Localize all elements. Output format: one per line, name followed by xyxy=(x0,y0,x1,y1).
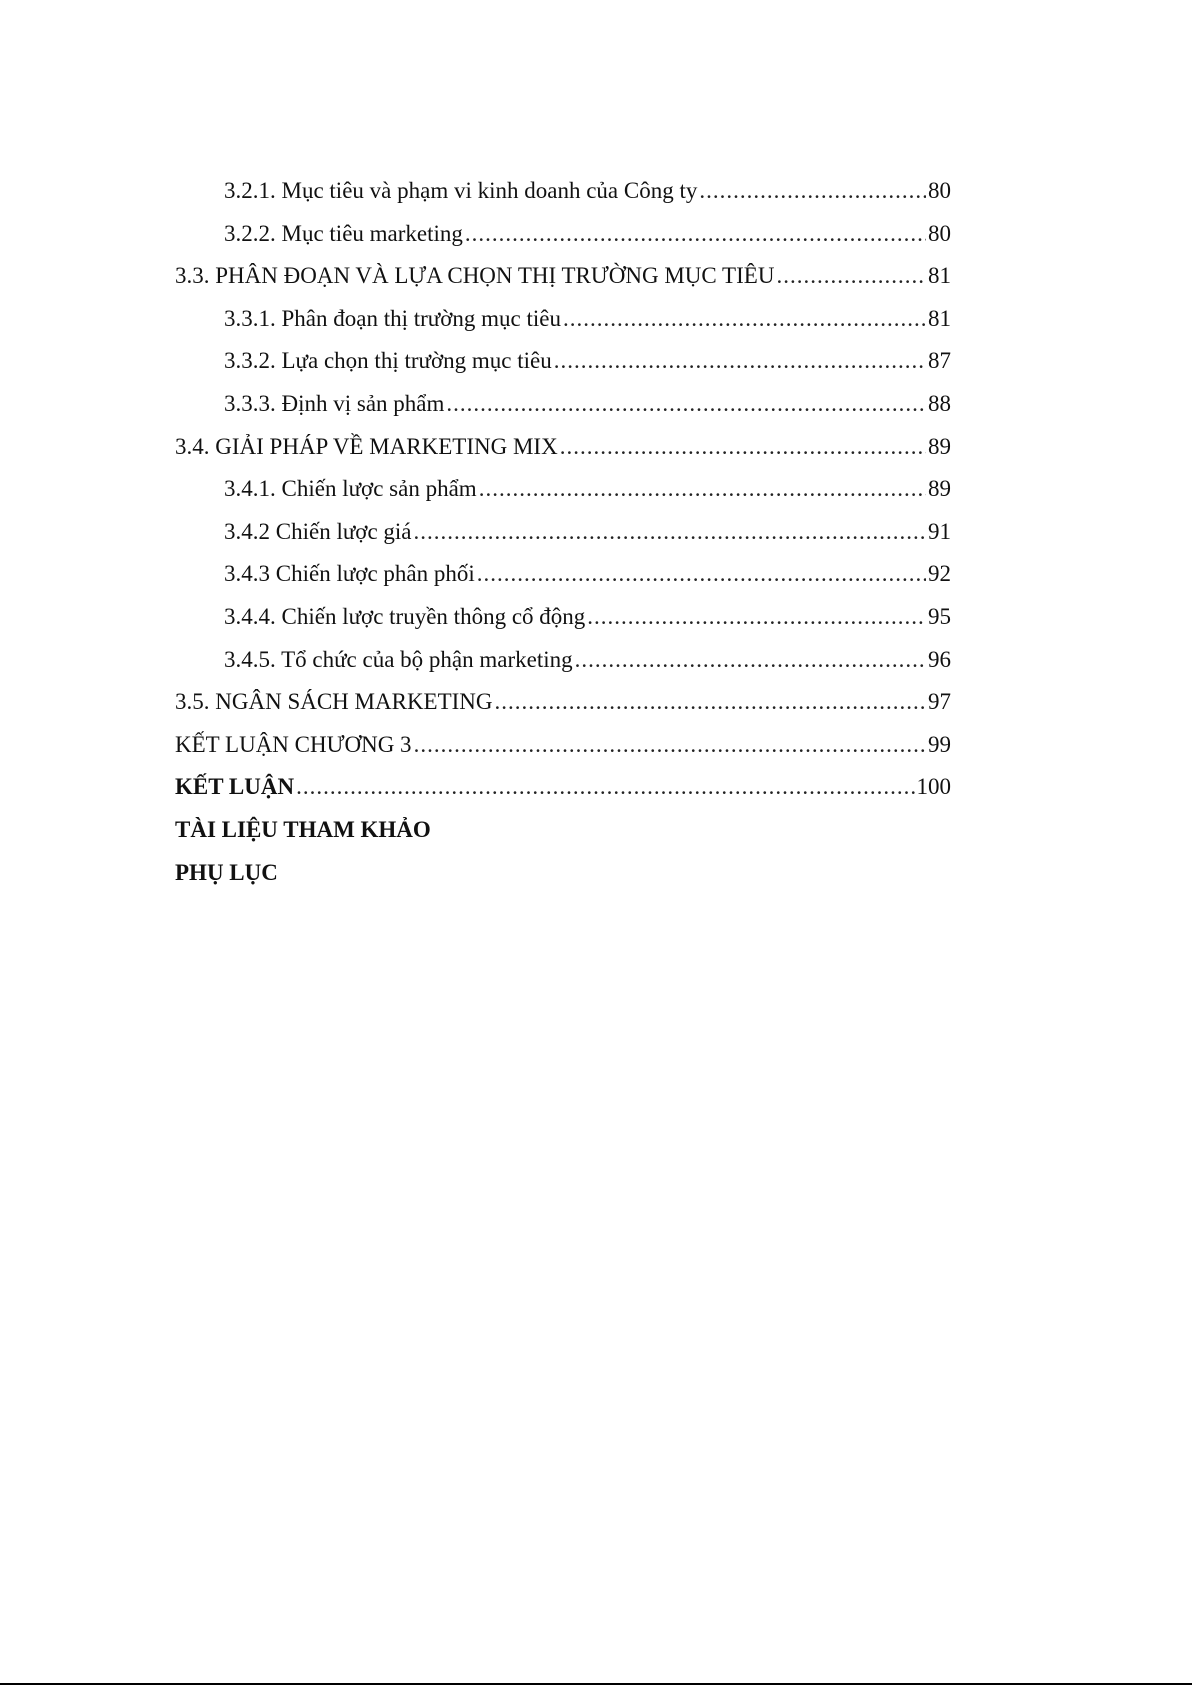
toc-entry-title: TÀI LIỆU THAM KHẢO xyxy=(175,816,431,842)
toc-entry-title: KẾT LUẬN xyxy=(175,774,295,800)
toc-entry[interactable] xyxy=(175,724,951,767)
toc-entry[interactable] xyxy=(175,553,951,596)
toc-dot-leader xyxy=(563,298,926,341)
toc-entry[interactable] xyxy=(175,766,951,809)
toc-page-number: 91 xyxy=(928,518,951,544)
toc-entry[interactable] xyxy=(175,468,951,511)
toc-page-number: 81 xyxy=(928,263,951,289)
toc-entry-title: 3.4.2 Chiến lược giá xyxy=(224,518,412,544)
toc-page-number: 88 xyxy=(928,390,951,416)
toc-entry[interactable] xyxy=(175,639,951,682)
toc-page-number: 97 xyxy=(928,689,951,715)
toc-page-number: 99 xyxy=(928,731,951,757)
toc-dot-leader xyxy=(495,681,926,724)
toc-page-number: 80 xyxy=(928,220,951,246)
toc-dot-leader xyxy=(414,511,926,554)
toc-entry-title: 3.4.1. Chiến lược sản phẩm xyxy=(224,476,477,502)
toc-page-number: 80 xyxy=(928,178,951,203)
toc-dot-leader xyxy=(575,639,926,682)
toc-page-number: 95 xyxy=(928,603,951,629)
toc-entry[interactable] xyxy=(175,809,951,852)
toc-dot-leader xyxy=(296,766,914,809)
toc-dot-leader xyxy=(465,213,926,256)
toc-entry[interactable] xyxy=(175,298,951,341)
toc-entry[interactable] xyxy=(175,681,951,724)
toc-entry-title: KẾT LUẬN CHƯƠNG 3 xyxy=(175,731,412,757)
toc-entry[interactable] xyxy=(175,340,951,383)
toc-entry-title: 3.2.1. Mục tiêu và phạm vi kinh doanh của Công ty xyxy=(224,178,698,203)
toc-dot-leader xyxy=(414,724,926,767)
toc-dot-leader xyxy=(587,596,926,639)
toc-page-number: 81 xyxy=(928,305,951,331)
toc-entry[interactable] xyxy=(175,383,951,426)
toc-page-number: 89 xyxy=(928,476,951,502)
toc-entry-title: 3.5. NGÂN SÁCH MARKETING xyxy=(175,689,493,715)
toc-dot-leader xyxy=(477,553,926,596)
toc-dot-leader xyxy=(446,383,926,426)
toc-entry[interactable] xyxy=(175,213,951,256)
table-of-contents xyxy=(175,170,951,894)
toc-entry[interactable] xyxy=(175,852,951,895)
toc-dot-leader xyxy=(554,340,926,383)
toc-page-number: 100 xyxy=(916,774,951,800)
toc-entry[interactable] xyxy=(175,426,951,469)
toc-entry[interactable] xyxy=(175,170,951,213)
toc-entry-title: 3.4.5. Tổ chức của bộ phận marketing xyxy=(224,646,573,672)
toc-entry-title: 3.4.4. Chiến lược truyền thông cổ động xyxy=(224,603,586,629)
toc-page-number: 89 xyxy=(928,433,951,459)
toc-page-number: 96 xyxy=(928,646,951,672)
toc-entry-title: 3.2.2. Mục tiêu marketing xyxy=(224,220,463,246)
toc-dot-leader xyxy=(699,170,926,213)
toc-entry[interactable] xyxy=(175,596,951,639)
toc-entry-title: 3.3. PHÂN ĐOẠN VÀ LỰA CHỌN THỊ TRƯỜNG MỤC TIÊU xyxy=(175,263,775,289)
toc-entry-title: PHỤ LỤC xyxy=(175,859,278,885)
toc-dot-leader xyxy=(560,426,926,469)
toc-entry[interactable] xyxy=(175,511,951,554)
toc-entry-title: 3.3.2. Lựa chọn thị trường mục tiêu xyxy=(224,348,552,374)
toc-dot-leader xyxy=(479,468,926,511)
toc-dot-leader xyxy=(776,255,926,298)
toc-entry-title: 3.3.1. Phân đoạn thị trường mục tiêu xyxy=(224,305,562,331)
toc-entry-title: 3.3.3. Định vị sản phẩm xyxy=(224,390,445,416)
toc-page-number: 92 xyxy=(928,561,951,587)
toc-entry-title: 3.4.3 Chiến lược phân phối xyxy=(224,561,475,587)
toc-page-number: 87 xyxy=(928,348,951,374)
toc-entry[interactable] xyxy=(175,255,951,298)
toc-entry-title: 3.4. GIẢI PHÁP VỀ MARKETING MIX xyxy=(175,433,558,459)
